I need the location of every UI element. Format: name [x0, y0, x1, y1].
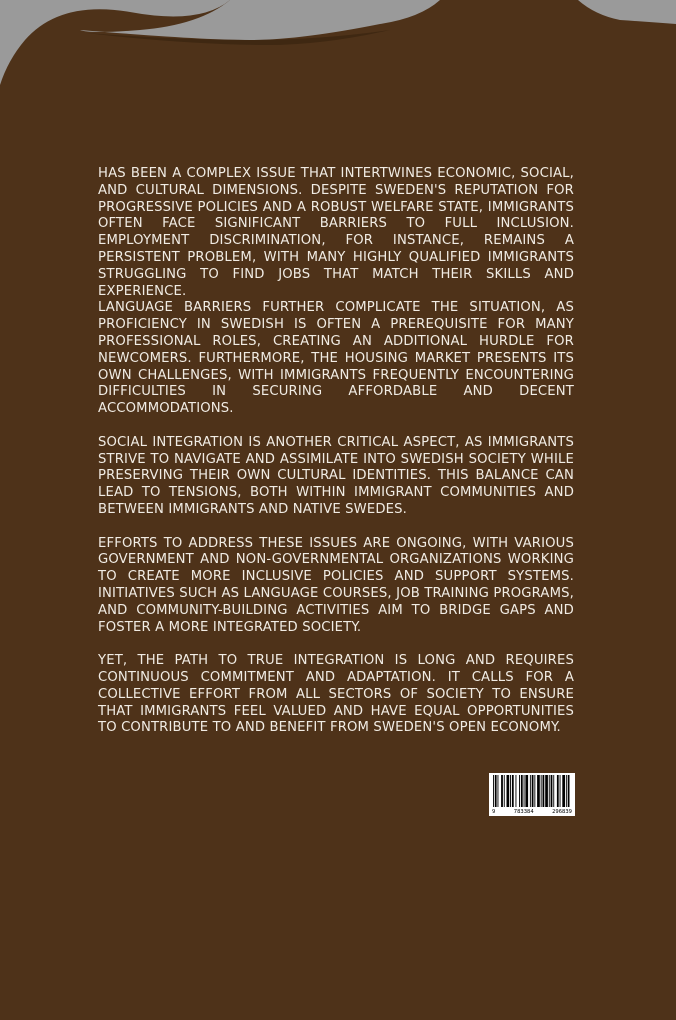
barcode-bar: [543, 775, 545, 807]
barcode-number: [489, 809, 575, 815]
barcode-bar: [521, 775, 523, 807]
barcode-bar: [566, 775, 567, 807]
barcode-digits-left: 783384: [513, 809, 534, 815]
barcode-bar: [510, 775, 511, 807]
barcode-bar: [549, 775, 550, 807]
barcode-bar: [516, 775, 517, 807]
decorative-shapes: [0, 0, 676, 140]
barcode-digits-right: 296839: [552, 809, 572, 815]
right-blob-shape: [578, 0, 676, 24]
barcode-bar: [525, 775, 528, 807]
barcode-bar: [524, 775, 525, 807]
barcode-bar: [495, 775, 497, 807]
barcode-bar: [560, 775, 561, 807]
paragraph-2: LANGUAGE BARRIERS FURTHER COMPLICATE THE SITUATION, AS PROFICIENCY IN SWEDISH IS OFTEN A PREREQUISITE FOR MANY PROFESSIONAL ROLES, CREATING AN ADDITIONAL HURDLE FOR NEWCOMERS. FURTHERMORE, THE HOUSING MARKET PRESENTS ITS OWN CHALLENGES, WITH IMMIGRANTS FREQUENTLY ENCOUNTERING DIFFICULTIES IN SECURING AFFORDABLE AND DECENT ACCOMMODATIONS.: [98, 300, 574, 417]
barcode-bar: [530, 775, 531, 807]
barcode-bar: [534, 775, 535, 807]
barcode-bar: [537, 775, 540, 807]
barcode-digit-lead: 9: [492, 809, 496, 815]
barcode-bar: [507, 775, 510, 807]
barcode-bar: [504, 775, 505, 807]
paragraph-5: YET, THE PATH TO TRUE INTEGRATION IS LONG AND REQUIRES CONTINUOUS COMMITMENT AND ADAPTATION. IT CALLS FOR A COLLECTIVE EFFORT FROM ALL SECTORS OF SOCIETY TO ENSURE THAT IMMIGRANTS FEEL VALUED AND HAVE EQUAL OPPORTUNITIES TO CONTRIBUTE TO AND BENEFIT FROM SWEDEN'S OPEN ECONOMY.: [98, 653, 574, 736]
back-cover-text: [98, 166, 574, 737]
barcode-bar: [512, 775, 514, 807]
barcode-bar: [568, 775, 570, 807]
paragraph-4: EFFORTS TO ADDRESS THESE ISSUES ARE ONGOING, WITH VARIOUS GOVERNMENT AND NON-GOVERNMENTAL ORGANIZATIONS WORKING TO CREATE MORE INCLUSIVE POLICIES AND SUPPORT SYSTEMS. INITIATIVES SUCH AS LANGUAGE COURSES, JOB TRAINING PROGRAMS, AND COMMUNITY-BUILDING ACTIVITIES AIM TO BRIDGE GAPS AND FOSTER A MORE INTEGRATED SOCIETY.: [98, 535, 574, 635]
barcode-bar: [498, 775, 499, 807]
barcode-bars: [489, 773, 575, 809]
barcode-bar: [532, 775, 534, 807]
barcode-bar: [519, 775, 520, 807]
barcode-bar: [541, 775, 542, 807]
barcode-bar: [545, 775, 548, 807]
barcode-bar: [557, 775, 559, 807]
paragraph-1: HAS BEEN A COMPLEX ISSUE THAT INTERTWINES ECONOMIC, SOCIAL, AND CULTURAL DIMENSIONS. DESPITE SWEDEN'S REPUTATION FOR PROGRESSIVE POLICIES AND A ROBUST WELFARE STATE, IMMIGRANTS OFTEN FACE SIGNIFICANT BARRIERS TO FULL INCLUSION. EMPLOYMENT DISCRIMINATION, FOR INSTANCE, REMAINS A PERSISTENT PROBLEM, WITH MANY HIGHLY QUALIFIED IMMIGRANTS STRUGGLING TO FIND JOBS THAT MATCH THEIR SKILLS AND EXPERIENCE.: [98, 166, 574, 299]
barcode-bar: [562, 775, 565, 807]
barcode-bar: [551, 775, 553, 807]
barcode-bar: [501, 775, 503, 807]
paragraph-3: SOCIAL INTEGRATION IS ANOTHER CRITICAL ASPECT, AS IMMIGRANTS STRIVE TO NAVIGATE AND ASSIMILATE INTO SWEDISH SOCIETY WHILE PRESERVING THEIR OWN CULTURAL IDENTITIES. THIS BALANCE CAN LEAD TO TENSIONS, BOTH WITHIN IMMIGRANT COMMUNITIES AND BETWEEN IMMIGRANTS AND NATIVE SWEDES.: [98, 434, 574, 517]
isbn-barcode: [489, 773, 575, 816]
barcode-bar: [493, 775, 494, 807]
barcode-bar: [553, 775, 554, 807]
